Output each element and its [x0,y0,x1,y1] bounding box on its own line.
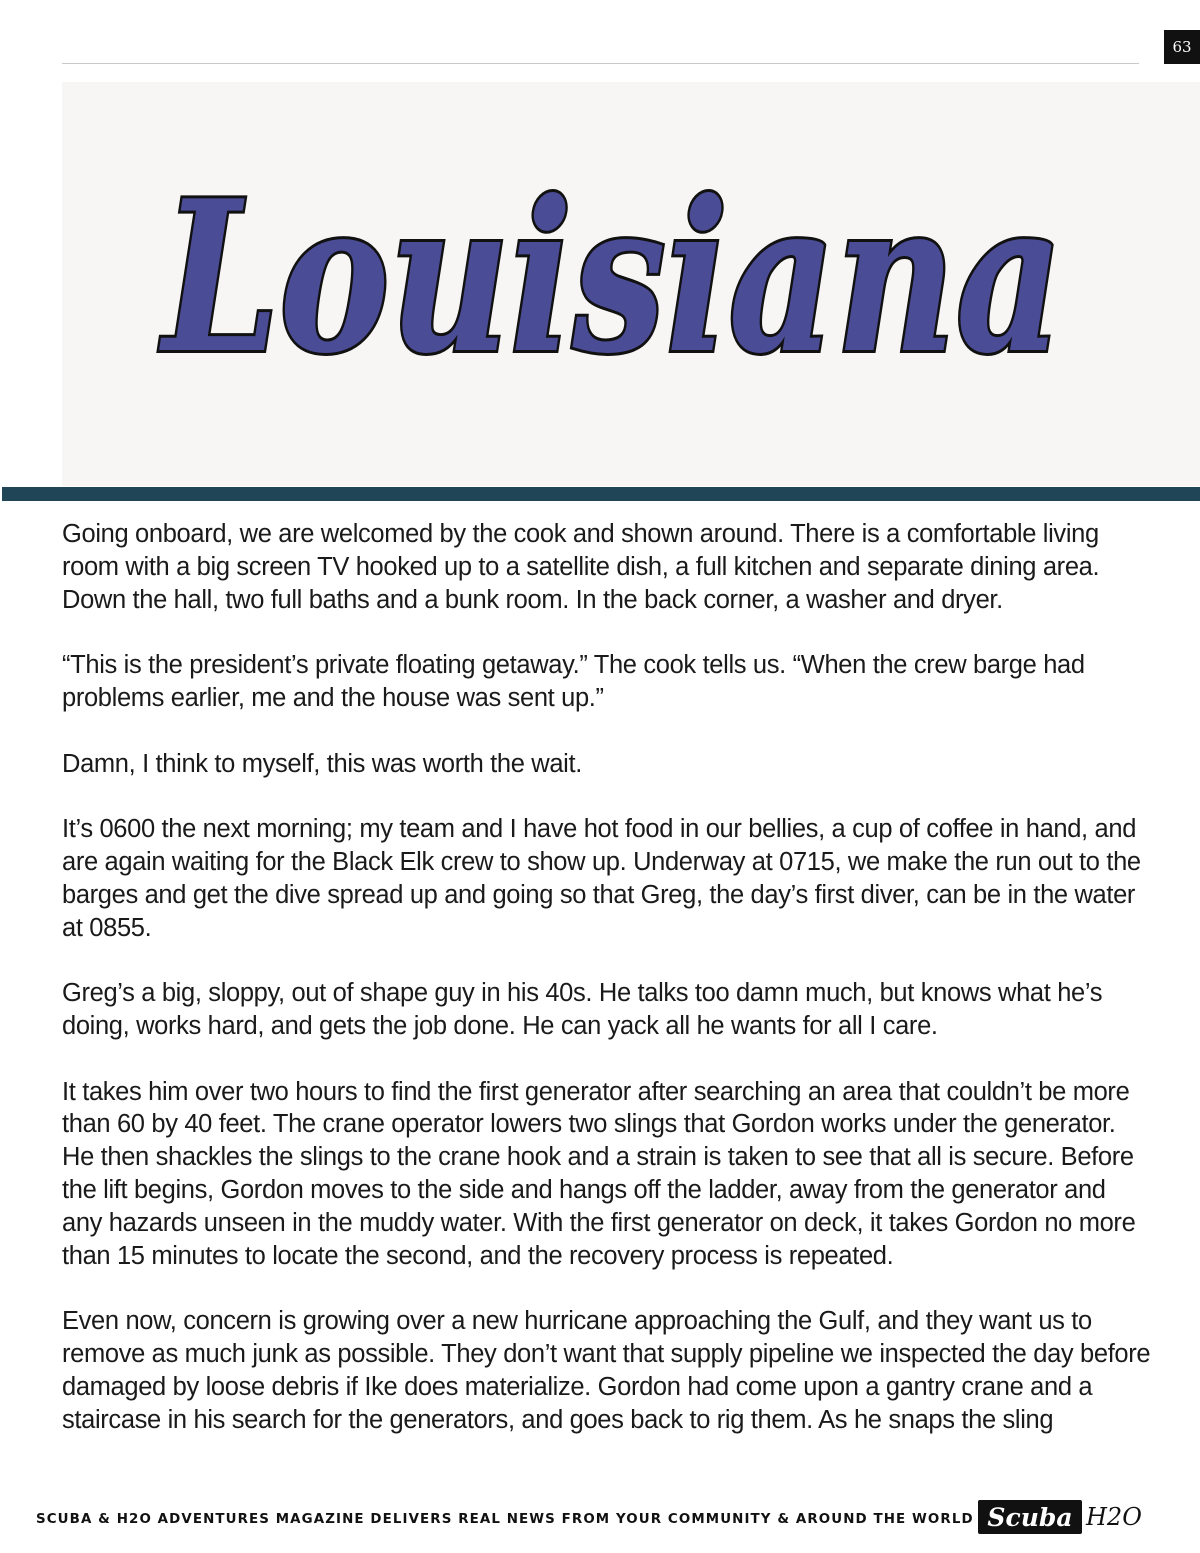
logo-h2o: H2O [1086,1503,1142,1531]
page-number: 63 [1164,30,1200,64]
title-banner [62,82,1200,486]
paragraph: It takes him over two hours to find the first generator after searching an area that couldn’t be more than 60 by 40 feet. The crane operator lowers two slings that Gordon works under the generator. He then shackles the slings to the crane hook and a strain is taken to see that all is secure. Before the lift begins, Gordon moves to the side and hangs off the ladder, away from the generator and any hazards unseen in the muddy water. With the first generator on deck, it takes Gordon no more than 15 minutes to locate the second, and the recovery process is repeated. [62,1077,1136,1270]
article-body [62,518,1152,1469]
magazine-logo [978,1500,1143,1536]
paragraph: Greg’s a big, sloppy, out of shape guy in his 40s. He talks too damn much, but knows what he’s doing, works hard, and gets the job done. He can yack all he wants for all I care. [62,979,1103,1040]
title-artwork [62,82,1200,486]
footer-tagline: SCUBA & H2O ADVENTURES MAGAZINE DELIVERS REAL NEWS FROM YOUR COMMUNITY & AROUND THE WORLD [36,1512,974,1527]
paragraph: It’s 0600 the next morning; my team and I have hot food in our bellies, a cup of coffee in hand, and are again waiting for the Black Elk crew to show up. Underway at 0715, we make the run out to the barges and get the dive spread up and going so that Greg, the day’s first diver, can be in the water at 0855. [62,815,1141,942]
paragraph: Damn, I think to myself, this was worth the wait. [62,749,582,778]
paragraph: Going onboard, we are welcomed by the cook and shown around. There is a comfortable living room with a big screen TV hooked up to a satellite dish, a full kitchen and separate dining area. Down the hall, two full baths and a bunk room. In the back corner, a washer and dryer. [62,520,1100,614]
page-title: Louisiana [159,156,1064,400]
logo-scuba: Scuba [978,1500,1082,1534]
paragraph: Even now, concern is growing over a new hurricane approaching the Gulf, and they want us to remove as much junk as possible. They don’t want that supply pipeline we inspected the day before damaged by loose debris if Ike does materialize. Gordon had come upon a gantry crane and a staircase in his search for the generators, and goes back to rig them. As he snaps the sling [62,1307,1151,1434]
paragraph: “This is the president’s private floating getaway.” The cook tells us. “When the crew barge had problems earlier, me and the house was sent up.” [62,651,1085,712]
top-divider [62,63,1139,64]
accent-bar [2,487,1200,501]
